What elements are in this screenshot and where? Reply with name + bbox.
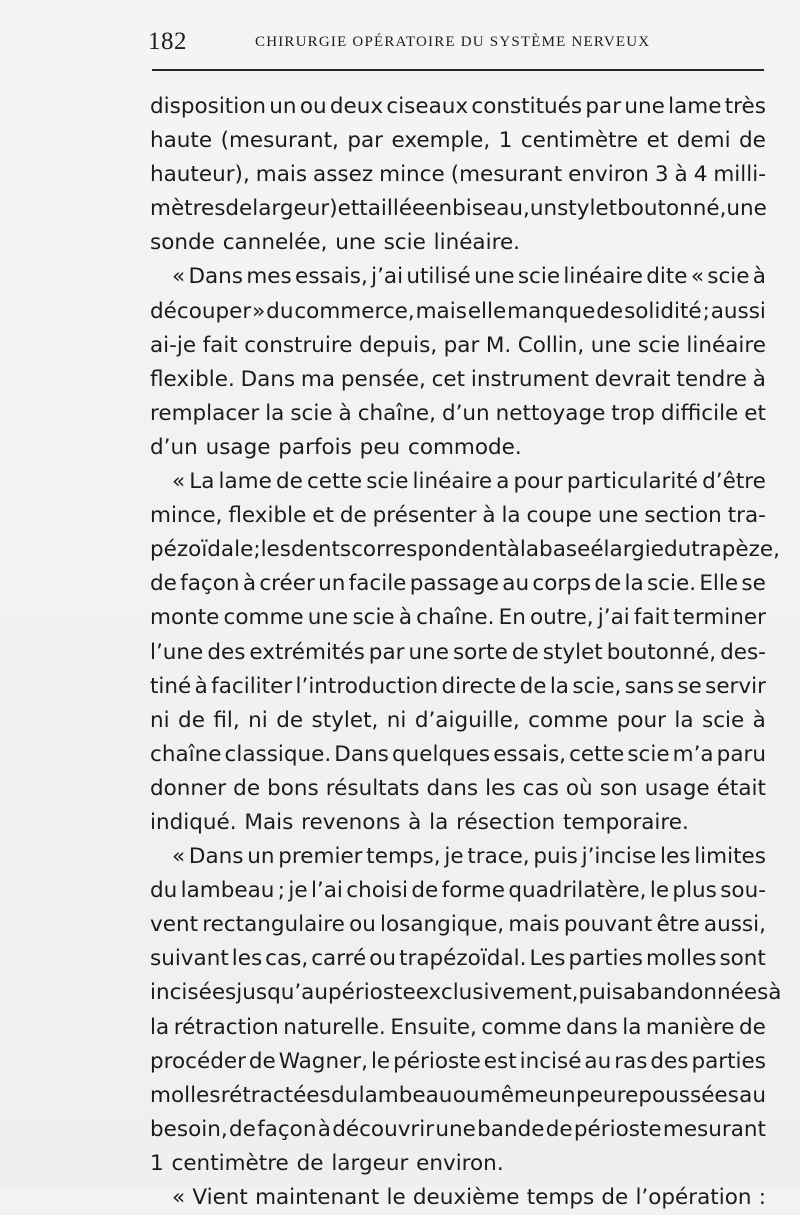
text-line: l’une des extrémités par une sorte de stylet boutonné, des- bbox=[150, 639, 766, 665]
text-line: molles rétractées du lambeau ou même un peu repoussées au bbox=[150, 1082, 766, 1108]
text-line: « Dans mes essais, j’ai utilisé une scie linéaire dite « scie à bbox=[172, 264, 766, 290]
text-line: 1 centimètre de largeur environ. bbox=[150, 1150, 504, 1176]
text-line: suivant les cas, carré ou trapézoïdal. Les parties molles sont bbox=[150, 946, 766, 972]
text-line: incisées jusqu’au périoste exclusivement, puis abandonnées à bbox=[150, 980, 782, 1006]
text-line: de façon à créer un facile passage au corps de la scie. Elle se bbox=[150, 571, 766, 597]
text-line: mètres de largeur) et taillée en biseau, un stylet boutonné, une bbox=[150, 196, 767, 222]
text-line: vent rectangulaire ou losangique, mais pouvant être aussi, bbox=[150, 912, 766, 938]
text-line: la rétraction naturelle. Ensuite, comme dans la manière de bbox=[150, 1014, 766, 1040]
text-line: chaîne classique. Dans quelques essais, cette scie m’a paru bbox=[150, 741, 766, 767]
text-line: haute (mesurant, par exemple, 1 centimètre et demi de bbox=[150, 128, 766, 154]
text-line: remplacer la scie à chaîne, d’un nettoyage trop difficile et bbox=[150, 400, 766, 426]
text-line: pézoïdale ; les dents correspondent à la base élargie du trapèze, bbox=[150, 537, 780, 563]
body-text bbox=[150, 90, 782, 1215]
text-line: ni de fil, ni de stylet, ni d’aiguille, comme pour la scie à bbox=[150, 707, 766, 733]
text-line: monte comme une scie à chaîne. En outre, j’ai fait terminer bbox=[150, 605, 766, 631]
running-head: CHIRURGIE OPÉRATOIRE DU SYSTÈME NERVEUX bbox=[255, 34, 651, 50]
text-line: disposition un ou deux ciseaux constitués par une lame très bbox=[150, 94, 766, 119]
text-line: indiqué. Mais revenons à la résection temporaire. bbox=[150, 809, 689, 835]
text-line: donner de bons résultats dans les cas où son usage était bbox=[150, 775, 766, 801]
page-number: 182 bbox=[148, 28, 187, 55]
text-line: mince, flexible et de présenter à la coupe une section tra- bbox=[150, 503, 766, 529]
text-line: hauteur), mais assez mince (mesurant environ 3 à 4 milli- bbox=[150, 162, 766, 188]
text-line: sonde cannelée, une scie linéaire. bbox=[150, 230, 521, 256]
text-line: tiné à faciliter l’introduction directe de la scie, sans se servir bbox=[150, 673, 766, 699]
text-line: procéder de Wagner, le périoste est incisé au ras des parties bbox=[150, 1048, 766, 1074]
text-line: « Vient maintenant le deuxième temps de l’opération : bbox=[172, 1185, 766, 1210]
page-header bbox=[145, 28, 770, 58]
text-line: « La lame de cette scie linéaire a pour particularité d’être bbox=[172, 469, 766, 495]
text-line: flexible. Dans ma pensée, cet instrument devrait tendre à bbox=[150, 366, 766, 392]
text-line: d’un usage parfois peu commode. bbox=[150, 434, 522, 460]
text-line: ai-je fait construire depuis, par M. Collin, une scie linéaire bbox=[150, 332, 766, 358]
text-line: « Dans un premier temps, je trace, puis j’incise les limites bbox=[172, 844, 766, 870]
text-line: besoin, de façon à découvrir une bande de périoste mesurant bbox=[150, 1116, 766, 1142]
header-rule bbox=[152, 69, 764, 71]
text-line: découper » du commerce, mais elle manque de solidité ; aussi bbox=[150, 298, 766, 324]
text-line: du lambeau ; je l’ai choisi de forme quadrilatère, le plus sou- bbox=[150, 878, 766, 904]
